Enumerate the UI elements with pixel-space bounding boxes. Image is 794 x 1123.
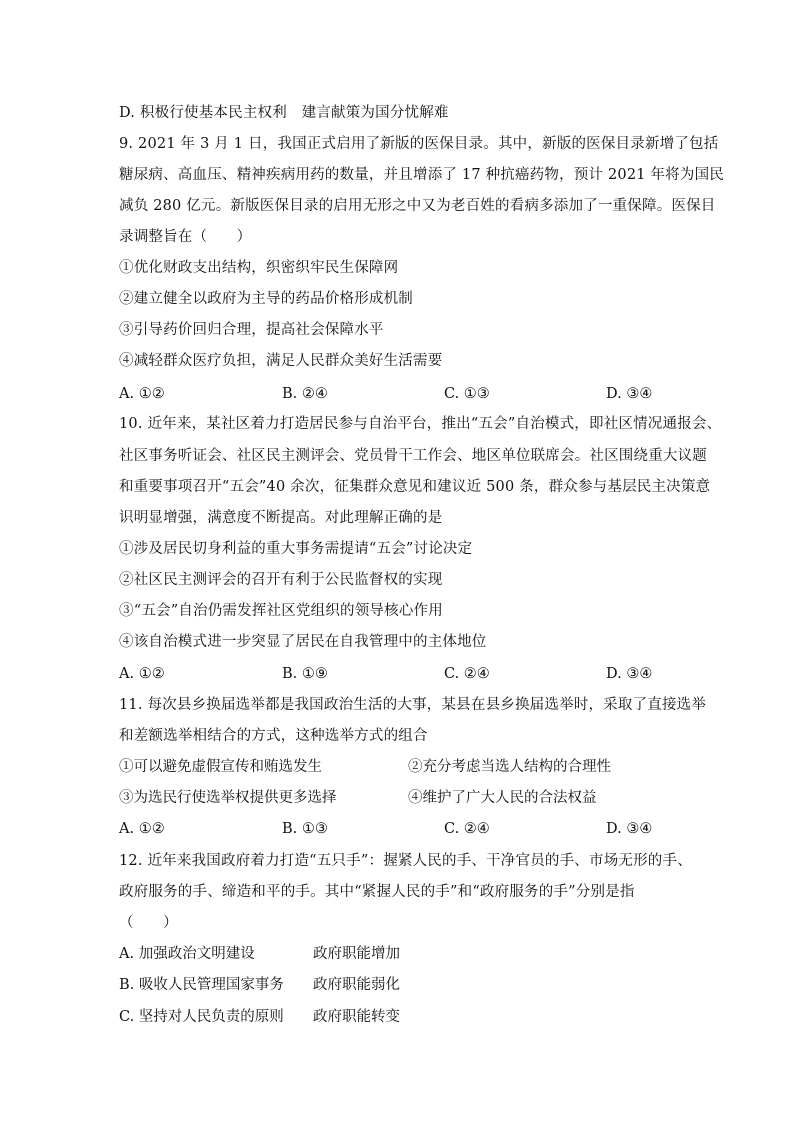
question-10-statement-1: ①涉及居民切身利益的重大事务需提请“五会”讨论决定 [119, 541, 473, 557]
question-12-option-a-part-2: 政府职能增加 [313, 946, 400, 962]
question-9-text-line-3: 减负 280 亿元。新版医保目录的启用无形之中又为老百姓的看病多添加了一重保障。医保目 [119, 198, 716, 214]
question-12-option-c-part-2: 政府职能转变 [313, 1009, 400, 1025]
question-12-option-b-part-1: B. 吸收人民管理国家事务 [119, 977, 284, 993]
question-12-option-a-part-1: A. 加强政治文明建设 [119, 946, 255, 962]
question-10-statement-3: ③“五会”自治仍需发挥社区党组织的领导核心作用 [119, 603, 443, 619]
question-11-text-line-1: 11. 每次县乡换届选举都是我国政治生活的大事，某县在县乡换届选举时，采取了直接选举 [119, 697, 707, 713]
question-11-option-c: C. ②④ [444, 821, 490, 837]
question-10-statement-2: ②社区民主测评会的召开有利于公民监督权的实现 [119, 572, 443, 588]
question-9-option-a: A. ①② [119, 386, 165, 402]
question-11-statement-3: ③为选民行使选举权提供更多选择 [119, 790, 337, 806]
question-10-text-line-4: 识明显增强，满意度不断提高。对此理解正确的是 [119, 510, 443, 526]
question-9-option-b: B. ②④ [282, 386, 328, 402]
question-9-statement-2: ②建立健全以政府为主导的药品价格形成机制 [119, 291, 413, 307]
question-12-option-c-part-1: C. 坚持对人民负责的原则 [119, 1009, 284, 1025]
question-9-statement-3: ③引导药价回归合理，提高社会保障水平 [119, 322, 384, 338]
option-d-prev-question: D. 积极行使基本民主权利 建言献策为国分忧解难 [119, 105, 449, 121]
question-11-option-a: A. ①② [119, 821, 165, 837]
question-9-statement-1: ①优化财政支出结构，织密织牢民生保障网 [119, 260, 399, 276]
question-10-text-line-1: 10. 近年来，某社区着力打造居民参与自治平台，推出“五会”自治模式，即社区情况通报会、 [119, 416, 722, 432]
question-11-statement-1: ①可以避免虚假宣传和贿选发生 [119, 759, 322, 775]
question-11-statement-2: ②充分考虑当选人结构的合理性 [408, 759, 611, 775]
question-9-text-line-4: 录调整旨在（ ） [119, 229, 252, 245]
question-11-option-b: B. ①③ [282, 821, 328, 837]
question-9-option-d: D. ③④ [606, 386, 653, 402]
question-11-text-line-2: 和差额选举相结合的方式，这种选举方式的组合 [119, 728, 428, 744]
question-10-option-c: C. ②④ [444, 666, 490, 682]
question-10-option-b: B. ①⑨ [282, 666, 328, 682]
question-9-statement-4: ④减轻群众医疗负担，满足人民群众美好生活需要 [119, 353, 443, 369]
question-10-statement-4: ④该自治模式进一步突显了居民在自我管理中的主体地位 [119, 634, 487, 650]
question-9-option-c: C. ①③ [444, 386, 490, 402]
question-11-option-d: D. ③④ [606, 821, 653, 837]
question-10-text-line-2: 社区事务听证会、社区民主测评会、党员骨干工作会、地区单位联席会。社区围绕重大议题 [119, 448, 707, 464]
question-9-text-line-1: 9. 2021 年 3 月 1 日，我国正式启用了新版的医保目录。其中，新版的医保目录新增了包括 [119, 136, 719, 152]
question-9-text-line-2: 糖尿病、高血压、精神疾病用药的数量，并且增添了 17 种抗癌药物，预计 2021 年将为国民 [119, 167, 724, 183]
question-10-option-d: D. ③④ [606, 666, 653, 682]
question-12-answer-blank: （ ） [119, 915, 178, 931]
question-12-option-b-part-2: 政府职能弱化 [313, 977, 400, 993]
question-10-option-a: A. ①② [119, 666, 165, 682]
question-12-text-line-2: 政府服务的手、缔造和平的手。其中“紧握人民的手”和“政府服务的手”分别是指 [119, 884, 635, 900]
question-12-text-line-1: 12. 近年来我国政府着力打造“五只手”：握紧人民的手、干净官员的手、市场无形的手、 [119, 853, 692, 869]
question-11-statement-4: ④维护了广大人民的合法权益 [408, 790, 597, 806]
question-10-text-line-3: 和重要事项召开“五会”40 余次，征集群众意见和建议近 500 条，群众参与基层民主决策意 [119, 479, 711, 495]
